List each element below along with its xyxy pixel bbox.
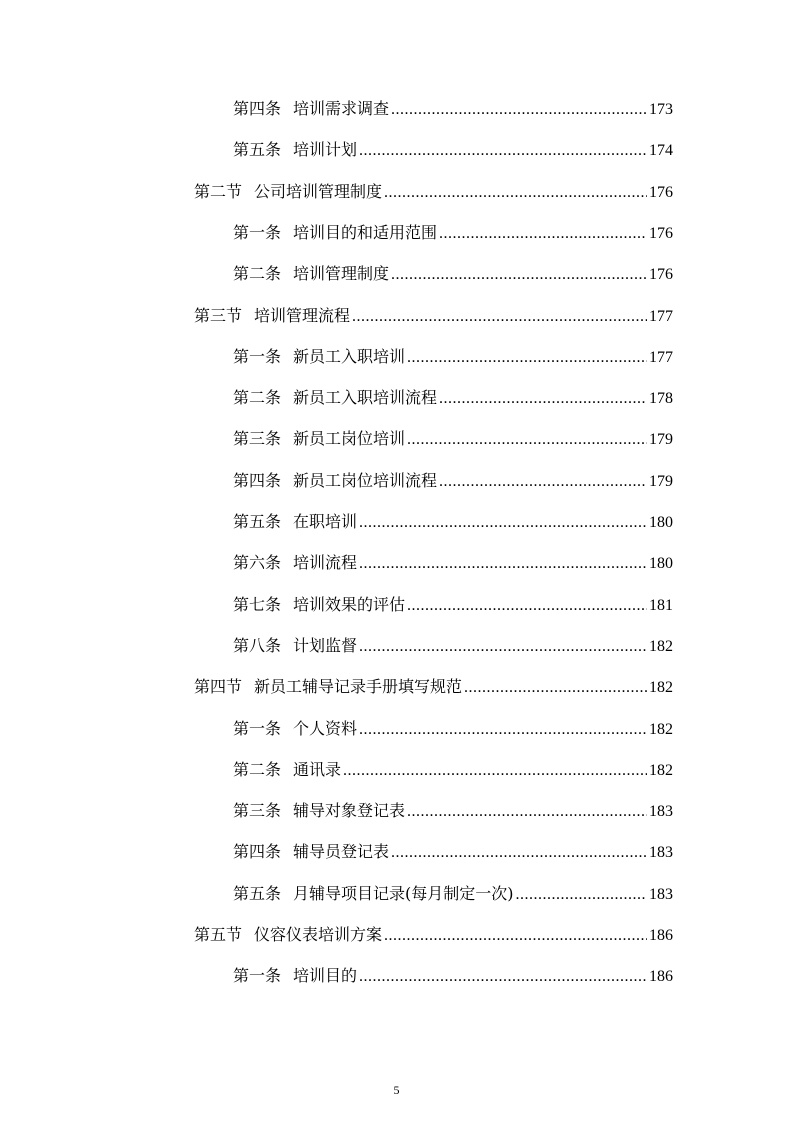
toc-section-entry[interactable] (194, 922, 673, 948)
toc-article-entry[interactable] (233, 963, 673, 989)
toc-dot-leader (439, 473, 647, 491)
toc-entry-title: 通讯录 (293, 759, 342, 779)
toc-article-entry[interactable] (233, 881, 673, 907)
toc-entry-page-number: 182 (649, 679, 673, 697)
toc-section-entry[interactable] (194, 674, 673, 700)
toc-entry-title: 培训管理流程 (254, 305, 351, 325)
toc-entry-label: 第二条 (233, 759, 282, 779)
toc-entry-page-number: 177 (649, 348, 673, 366)
toc-article-entry[interactable] (233, 798, 673, 824)
toc-entry-label: 第七条 (233, 594, 282, 614)
toc-entry-title: 培训流程 (293, 553, 358, 573)
toc-dot-leader (359, 721, 647, 739)
toc-entry-label: 第四节 (194, 677, 243, 697)
toc-dot-leader (516, 886, 647, 904)
toc-entry-page-number: 179 (649, 472, 673, 490)
toc-article-entry[interactable] (233, 757, 673, 783)
toc-article-entry[interactable] (233, 839, 673, 865)
toc-entry-label: 第五条 (233, 883, 282, 903)
toc-entry-page-number: 181 (649, 596, 673, 614)
toc-article-entry[interactable] (233, 385, 673, 411)
toc-dot-leader (359, 638, 647, 656)
toc-entry-title: 月辅导项目记录(每月制定一次) (293, 883, 514, 903)
toc-dot-leader (359, 514, 647, 532)
toc-entry-title: 培训需求调查 (293, 99, 390, 118)
page-number: 5 (393, 1083, 400, 1097)
toc-entry-title: 培训效果的评估 (293, 594, 406, 614)
toc-entry-label: 第二条 (233, 264, 282, 284)
toc-entry-page-number: 178 (649, 390, 673, 408)
toc-article-entry[interactable] (233, 550, 673, 576)
toc-entry-page-number: 186 (649, 968, 673, 986)
toc-article-entry[interactable] (233, 716, 673, 742)
toc-entry-title: 新员工辅导记录手册填写规范 (254, 677, 463, 697)
toc-entry-page-number: 182 (649, 637, 673, 655)
toc-entry-title: 新员工岗位培训流程 (293, 470, 438, 490)
toc-dot-leader (407, 349, 647, 367)
toc-article-entry[interactable] (233, 137, 673, 163)
toc-entry-page-number: 180 (649, 555, 673, 573)
toc-article-entry[interactable] (233, 509, 673, 535)
toc-entry-page-number: 183 (649, 885, 673, 903)
toc-section-entry[interactable] (194, 303, 673, 329)
toc-entry-label: 第四条 (233, 99, 282, 118)
toc-dot-leader (391, 101, 647, 119)
toc-entry-page-number: 182 (649, 720, 673, 738)
toc-entry-label: 第五条 (233, 140, 282, 160)
toc-entry-title: 新员工岗位培训 (293, 429, 406, 449)
toc-article-entry[interactable] (233, 344, 673, 370)
toc-entry-label: 第三条 (233, 801, 282, 821)
toc-dot-leader (439, 225, 647, 243)
toc-dot-leader (391, 266, 647, 284)
toc-entry-title: 新员工入职培训 (293, 346, 406, 366)
toc-entry-page-number: 174 (649, 142, 673, 160)
toc-entry-page-number: 176 (649, 183, 673, 201)
toc-entry-label: 第二条 (233, 388, 282, 408)
toc-entry-page-number: 176 (649, 224, 673, 242)
toc-entry-page-number: 179 (649, 431, 673, 449)
toc-entry-title: 个人资料 (293, 718, 358, 738)
toc-entry-title: 在职培训 (293, 512, 358, 531)
toc-dot-leader (359, 968, 647, 986)
toc-entry-page-number: 183 (649, 844, 673, 862)
toc-entry-title: 培训管理制度 (293, 264, 390, 284)
toc-dot-leader (439, 390, 647, 408)
toc-entry-label: 第一条 (233, 346, 282, 366)
toc-article-entry[interactable] (233, 468, 673, 494)
toc-dot-leader (359, 555, 647, 573)
toc-dot-leader (407, 431, 647, 449)
toc-article-entry[interactable] (233, 592, 673, 618)
toc-article-entry[interactable] (233, 220, 673, 246)
toc-section-entry[interactable] (194, 179, 673, 205)
toc-dot-leader (391, 844, 647, 862)
toc-entry-title: 仪容仪表培训方案 (254, 925, 383, 944)
toc-entry-page-number: 173 (649, 101, 673, 118)
toc-article-entry[interactable] (233, 96, 673, 122)
toc-entry-page-number: 180 (649, 514, 673, 531)
toc-entry-title: 辅导对象登记表 (293, 801, 406, 821)
toc-entry-title: 培训目的 (293, 966, 358, 986)
toc-entry-label: 第一条 (233, 222, 282, 242)
toc-entry-title: 公司培训管理制度 (254, 181, 383, 201)
toc-entry-title: 培训目的和适用范围 (293, 222, 438, 242)
toc-entry-label: 第三条 (233, 429, 282, 449)
toc-entry-page-number: 176 (649, 266, 673, 284)
toc-dot-leader (384, 927, 647, 945)
toc-entry-label: 第五节 (194, 925, 243, 944)
toc-entry-title: 新员工入职培训流程 (293, 388, 438, 408)
toc-article-entry[interactable] (233, 426, 673, 452)
toc-entry-label: 第四条 (233, 470, 282, 490)
toc-article-entry[interactable] (233, 633, 673, 659)
toc-entry-label: 第六条 (233, 553, 282, 573)
toc-entry-label: 第三节 (194, 305, 243, 325)
toc-entry-title: 辅导员登记表 (293, 842, 390, 862)
toc-dot-leader (464, 679, 647, 697)
toc-dot-leader (343, 762, 647, 780)
toc-dot-leader (384, 184, 647, 202)
toc-entry-label: 第五条 (233, 512, 282, 531)
toc-entry-title: 培训计划 (293, 140, 358, 160)
toc-entry-title: 计划监督 (293, 635, 358, 655)
toc-entry-label: 第一条 (233, 966, 282, 986)
toc-article-entry[interactable] (233, 261, 673, 287)
toc-dot-leader (352, 308, 647, 326)
toc-dot-leader (407, 597, 647, 615)
toc-entry-page-number: 182 (649, 761, 673, 779)
toc-entry-label: 第一条 (233, 718, 282, 738)
toc-dot-leader (359, 142, 647, 160)
toc-entry-label: 第二节 (194, 181, 243, 201)
toc-entry-label: 第四条 (233, 842, 282, 862)
toc-dot-leader (407, 803, 647, 821)
toc-entry-page-number: 177 (649, 307, 673, 325)
toc-entry-label: 第八条 (233, 635, 282, 655)
toc-entry-page-number: 186 (649, 927, 673, 944)
toc-entry-page-number: 183 (649, 803, 673, 821)
